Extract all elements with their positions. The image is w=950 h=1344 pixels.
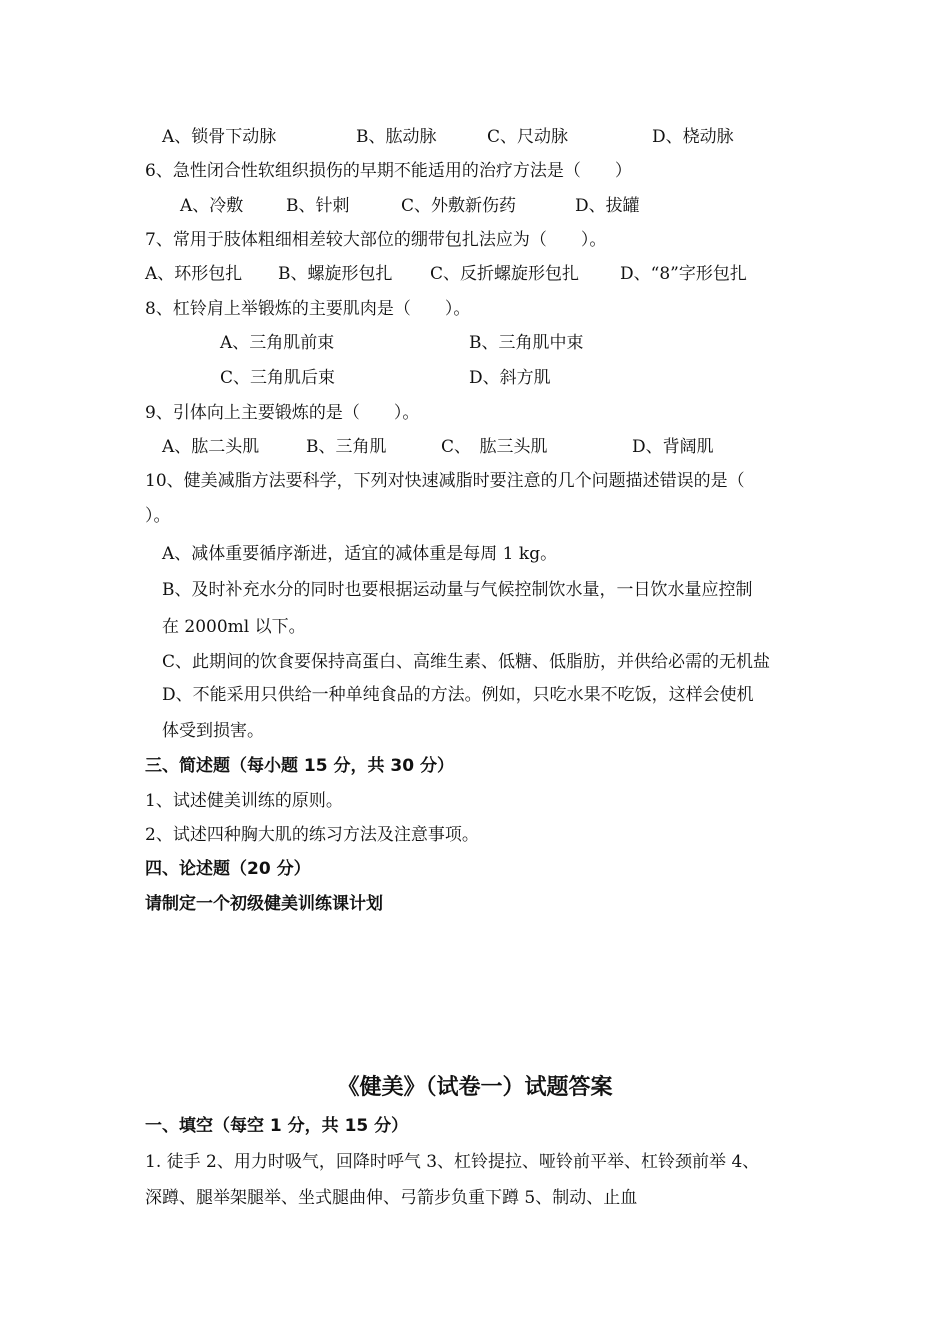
q6-stem: 6、急性闭合性软组织损伤的早期不能适用的治疗方法是（ ） xyxy=(145,161,632,181)
q5-option-a: A、锁骨下动脉 xyxy=(162,127,277,147)
q10-option-d-line-1: D、不能采用只供给一种单纯食品的方法。例如，只吃水果不吃饭，这样会使机 xyxy=(162,685,754,705)
q7-option-c: C、反折螺旋形包扎 xyxy=(430,264,580,284)
q7-stem: 7、常用于肢体粗细相差较大部位的绷带包扎法应为（ ）。 xyxy=(145,230,607,250)
q8-option-c: C、三角肌后束 xyxy=(220,368,336,388)
section-3-question-1: 1、试述健美训练的原则。 xyxy=(145,791,343,811)
q6-option-c: C、外敷新伤药 xyxy=(401,196,517,216)
q10-stem-line-1: 10、健美减脂方法要科学，下列对快速减脂时要注意的几个问题描述错误的是（ xyxy=(145,471,745,491)
q8-option-d: D、斜方肌 xyxy=(469,368,551,388)
q7-option-a: A、环形包扎 xyxy=(145,264,243,284)
q9-option-d: D、背阔肌 xyxy=(632,437,714,457)
q10-option-a: A、减体重要循序渐进，适宜的减体重是每周 1 kg。 xyxy=(162,544,558,564)
q10-option-c: C、此期间的饮食要保持高蛋白、高维生素、低糖、低脂肪，并供给必需的无机盐 xyxy=(162,652,771,672)
section-4-question-1: 请制定一个初级健美训练课计划 xyxy=(145,894,383,914)
section-3-question-2: 2、试述四种胸大肌的练习方法及注意事项。 xyxy=(145,825,479,845)
q10-option-b-line-1: B、及时补充水分的同时也要根据运动量与气候控制饮水量，一日饮水量应控制 xyxy=(162,580,753,600)
answers-section-1-heading: 一、填空（每空 1 分，共 15 分） xyxy=(145,1116,409,1136)
q9-option-b: B、三角肌 xyxy=(306,437,387,457)
answers-line-2: 深蹲、腿举架腿举、坐式腿曲伸、弓箭步负重下蹲 5、制动、止血 xyxy=(145,1188,638,1208)
q8-option-b: B、三角肌中束 xyxy=(469,333,584,353)
q10-stem-line-2: ）。 xyxy=(145,506,171,526)
q7-option-b: B、螺旋形包扎 xyxy=(278,264,393,284)
q10-option-b-line-2: 在 2000ml 以下。 xyxy=(162,617,306,637)
q6-option-b: B、针刺 xyxy=(286,196,350,216)
q5-option-c: C、尺动脉 xyxy=(487,127,569,147)
answers-line-1: 1. 徒手 2、用力时吸气，回降时呼气 3、杠铃提拉、哑铃前平举、杠铃颈前举 4、 xyxy=(145,1152,760,1172)
q8-stem: 8、杠铃肩上举锻炼的主要肌肉是（ ）。 xyxy=(145,299,471,319)
q5-option-b: B、肱动脉 xyxy=(356,127,437,147)
q9-stem: 9、引体向上主要锻炼的是（ ）。 xyxy=(145,403,420,423)
q10-option-d-line-2: 体受到损害。 xyxy=(162,721,264,741)
section-3-heading: 三、简述题（每小题 15 分，共 30 分） xyxy=(145,756,454,776)
answers-title: 《健美》（试卷一）试题答案 xyxy=(337,1075,613,1100)
q9-option-a: A、肱二头肌 xyxy=(162,437,260,457)
q8-option-a: A、三角肌前束 xyxy=(220,333,335,353)
q5-option-d: D、桡动脉 xyxy=(652,127,734,147)
q6-option-a: A、冷敷 xyxy=(180,196,244,216)
q7-option-d: D、“8”字形包扎 xyxy=(620,264,747,284)
q6-option-d: D、拔罐 xyxy=(575,196,640,216)
q9-option-c: C、 肱三头肌 xyxy=(441,437,548,457)
section-4-heading: 四、论述题（20 分） xyxy=(145,859,311,879)
